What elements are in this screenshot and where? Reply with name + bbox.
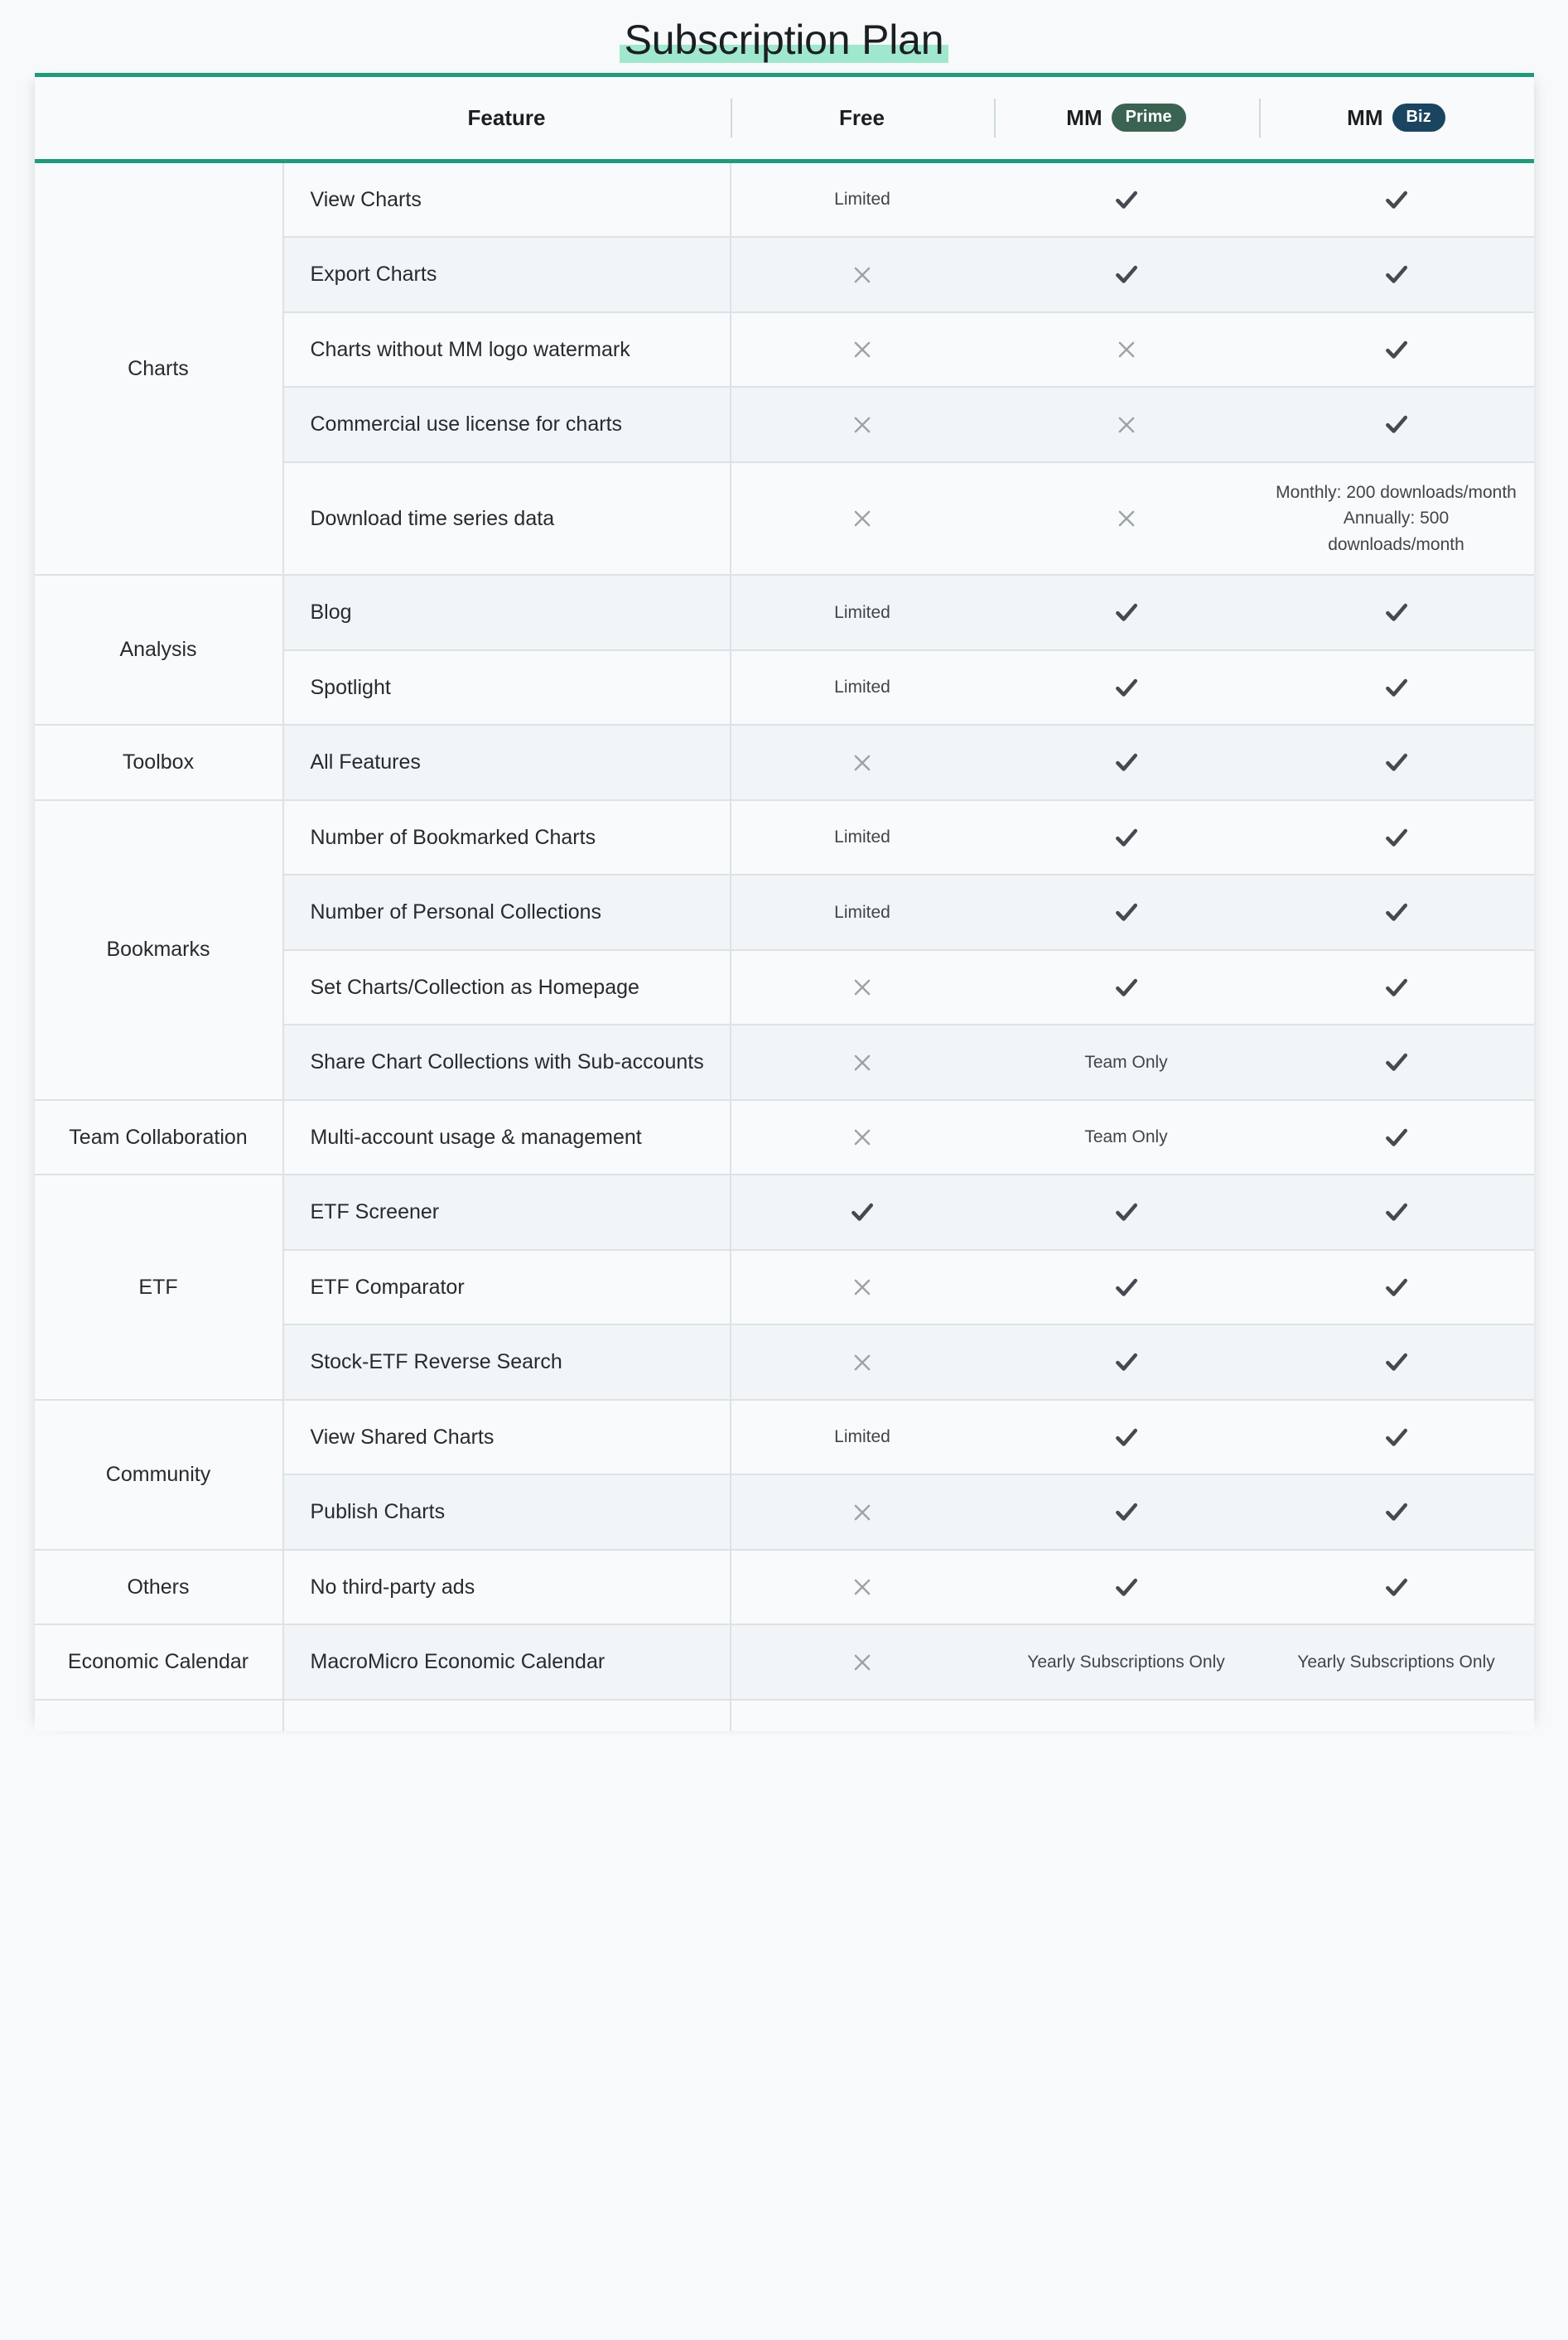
biz-plan-cell (1259, 1025, 1534, 1100)
biz-plan-cell (1259, 1324, 1534, 1400)
table-header (35, 77, 1534, 161)
feature-cell (283, 950, 731, 1025)
feature-label: MacroMicro Economic Calendar (310, 1650, 605, 1673)
feature-label: Number of Bookmarked Charts (310, 825, 596, 849)
prime-plan-cell (994, 800, 1259, 876)
biz-plan-cell (1259, 237, 1534, 312)
prime-plan-cell (994, 650, 1259, 726)
feature-label: Multi-account usage & management (310, 1125, 642, 1149)
check-icon (1382, 823, 1411, 852)
biz-plan-cell (1259, 1550, 1534, 1625)
free-plan-cell (731, 387, 994, 462)
cross-icon (850, 263, 875, 287)
feature-cell (283, 1025, 731, 1100)
feature-cell (283, 1700, 731, 1731)
biz-plan-cell (1259, 161, 1534, 237)
cross-icon (1114, 506, 1139, 531)
table-body (35, 161, 1534, 1731)
category-cell (35, 1624, 283, 1700)
check-icon (1382, 1498, 1411, 1526)
biz-plan-cell (1259, 650, 1534, 726)
feature-label: View Charts (310, 187, 422, 211)
column-header-free: Free (731, 77, 994, 161)
check-icon (1382, 1348, 1411, 1376)
prime-plan-cell (994, 1700, 1259, 1731)
feature-label: Number of Personal Collections (310, 900, 602, 924)
prime-plan-cell (994, 575, 1259, 650)
biz-badge: Biz (1392, 104, 1445, 132)
feature-label: View Shared Charts (310, 1425, 495, 1449)
prime-plan-cell (994, 1175, 1259, 1250)
check-icon (1112, 1273, 1141, 1301)
subscription-plan-table-container (35, 73, 1534, 1731)
category-label: Analysis (119, 638, 197, 662)
feature-label: No third-party ads (310, 1575, 475, 1599)
feature-cell (283, 1100, 731, 1175)
table-row-partial (35, 1700, 1534, 1731)
prime-plan-cell (994, 1474, 1259, 1550)
biz-plan-cell (1259, 950, 1534, 1025)
check-icon (1382, 1123, 1411, 1151)
free-plan-cell (731, 1474, 994, 1550)
free-plan-cell (731, 1700, 994, 1731)
feature-cell (283, 387, 731, 462)
cross-icon (850, 337, 875, 362)
biz-plan-cell (1259, 1175, 1534, 1250)
cross-icon (850, 1050, 875, 1075)
prime-badge: Prime (1112, 104, 1186, 132)
cross-icon (850, 1275, 875, 1300)
feature-cell (283, 800, 731, 876)
biz-plan-cell (1259, 800, 1534, 876)
category-label: Charts (128, 356, 189, 380)
check-icon (1112, 1573, 1141, 1601)
column-header-biz (1259, 77, 1534, 161)
biz-value: Monthly: 200 downloads/month Annually: 500 downloads/month (1276, 482, 1517, 554)
feature-label: Set Charts/Collection as Homepage (310, 975, 639, 999)
check-icon (1112, 1498, 1141, 1526)
table-row (35, 575, 1534, 650)
free-value: Limited (834, 902, 890, 922)
feature-label: ETF Comparator (310, 1275, 465, 1299)
feature-cell (283, 1400, 731, 1475)
check-icon (1112, 973, 1141, 1001)
free-value: Limited (834, 1427, 890, 1446)
category-cell (35, 800, 283, 1100)
check-icon (1382, 260, 1411, 288)
prime-label: MM (1066, 104, 1102, 130)
cross-icon (850, 413, 875, 437)
check-icon (1112, 823, 1141, 852)
check-icon (1382, 186, 1411, 214)
check-icon (1382, 598, 1411, 626)
prime-plan-cell (994, 387, 1259, 462)
check-icon (1112, 186, 1141, 214)
feature-label: Commercial use license for charts (310, 413, 623, 436)
biz-plan-cell (1259, 387, 1534, 462)
free-value: Limited (834, 678, 890, 697)
free-plan-cell (731, 1624, 994, 1700)
check-icon (1112, 898, 1141, 926)
free-plan-cell (731, 1100, 994, 1175)
free-plan-cell (731, 725, 994, 800)
prime-value: Yearly Subscriptions Only (1027, 1652, 1225, 1672)
prime-plan-cell (994, 161, 1259, 237)
feature-label: Download time series data (310, 506, 555, 530)
page-header (0, 0, 1568, 73)
check-icon (1382, 1048, 1411, 1076)
cross-icon (850, 1500, 875, 1525)
category-label: Economic Calendar (67, 1650, 249, 1673)
feature-label: ETF Screener (310, 1200, 440, 1223)
category-label: Community (105, 1462, 211, 1486)
cross-icon (1114, 413, 1139, 437)
free-plan-cell (731, 1400, 994, 1475)
free-value: Limited (834, 827, 890, 847)
prime-plan-cell (994, 950, 1259, 1025)
cross-icon (850, 1350, 875, 1375)
check-icon (1112, 260, 1141, 288)
table-row (35, 1400, 1534, 1475)
biz-plan-cell (1259, 1250, 1534, 1325)
feature-cell (283, 237, 731, 312)
cross-icon (850, 1125, 875, 1150)
feature-cell (283, 650, 731, 726)
free-plan-cell (731, 1250, 994, 1325)
category-cell (35, 725, 283, 800)
check-icon (1382, 973, 1411, 1001)
free-plan-cell (731, 462, 994, 576)
feature-cell (283, 312, 731, 388)
category-label: Team Collaboration (69, 1125, 248, 1149)
column-header-prime (994, 77, 1259, 161)
feature-label: Export Charts (310, 263, 437, 286)
feature-cell (283, 1624, 731, 1700)
feature-cell (283, 575, 731, 650)
table-header-row (35, 77, 1534, 161)
table-row (35, 1550, 1534, 1625)
category-cell (35, 1700, 283, 1731)
column-header-category (35, 77, 283, 161)
prime-plan-cell (994, 1324, 1259, 1400)
feature-label: Spotlight (310, 675, 391, 699)
cross-icon (1114, 337, 1139, 362)
table-row (35, 725, 1534, 800)
cross-icon (850, 506, 875, 531)
biz-plan-cell (1259, 1700, 1534, 1731)
free-plan-cell (731, 1025, 994, 1100)
check-icon (848, 1198, 876, 1226)
free-plan-cell (731, 161, 994, 237)
free-plan-cell (731, 800, 994, 876)
free-value: Limited (834, 602, 890, 622)
prime-value: Team Only (1084, 1052, 1168, 1072)
prime-plan-cell (994, 875, 1259, 950)
prime-plan-cell (994, 1250, 1259, 1325)
category-label: Bookmarks (106, 938, 210, 962)
free-plan-cell (731, 575, 994, 650)
free-plan-cell (731, 950, 994, 1025)
cross-icon (850, 1650, 875, 1675)
free-plan-cell (731, 1550, 994, 1625)
prime-value: Team Only (1084, 1127, 1168, 1146)
biz-plan-cell (1259, 1100, 1534, 1175)
feature-label: Publish Charts (310, 1500, 446, 1523)
cross-icon (850, 750, 875, 775)
feature-cell (283, 1324, 731, 1400)
check-icon (1382, 1423, 1411, 1451)
feature-cell (283, 875, 731, 950)
table-row (35, 1624, 1534, 1700)
check-icon (1382, 335, 1411, 364)
biz-label: MM (1347, 104, 1383, 130)
prime-plan-cell (994, 1624, 1259, 1700)
feature-cell (283, 161, 731, 237)
table-row (35, 1175, 1534, 1250)
category-cell (35, 1550, 283, 1625)
prime-plan-cell (994, 237, 1259, 312)
table-row (35, 800, 1534, 876)
biz-plan-cell (1259, 1474, 1534, 1550)
biz-plan-cell (1259, 462, 1534, 576)
category-label: ETF (138, 1275, 178, 1299)
check-icon (1112, 598, 1141, 626)
check-icon (1382, 1273, 1411, 1301)
feature-cell (283, 725, 731, 800)
biz-plan-cell (1259, 1400, 1534, 1475)
prime-plan-cell (994, 725, 1259, 800)
page-title-text: Subscription Plan (624, 17, 944, 63)
cross-icon (850, 975, 875, 1000)
free-plan-cell (731, 1324, 994, 1400)
free-value: Limited (834, 190, 890, 209)
check-icon (1112, 1198, 1141, 1226)
biz-plan-cell (1259, 1624, 1534, 1700)
check-icon (1112, 748, 1141, 776)
feature-cell (283, 462, 731, 576)
check-icon (1382, 673, 1411, 702)
biz-value: Yearly Subscriptions Only (1297, 1652, 1495, 1672)
column-header-feature: Feature (283, 77, 731, 161)
check-icon (1382, 410, 1411, 438)
prime-plan-cell (994, 312, 1259, 388)
biz-plan-cell (1259, 725, 1534, 800)
check-icon (1382, 898, 1411, 926)
prime-plan-cell (994, 1400, 1259, 1475)
category-cell (35, 1400, 283, 1550)
category-cell (35, 1175, 283, 1400)
feature-cell (283, 1550, 731, 1625)
category-cell (35, 161, 283, 575)
check-icon (1112, 1423, 1141, 1451)
cross-icon (850, 1575, 875, 1599)
check-icon (1382, 1573, 1411, 1601)
category-cell (35, 575, 283, 725)
feature-cell (283, 1474, 731, 1550)
free-plan-cell (731, 312, 994, 388)
feature-label: Share Chart Collections with Sub-accounts (310, 1050, 704, 1074)
table-row (35, 161, 1534, 237)
prime-plan-cell (994, 1550, 1259, 1625)
prime-plan-cell (994, 462, 1259, 576)
category-label: Others (127, 1575, 190, 1599)
check-icon (1382, 1198, 1411, 1226)
feature-cell (283, 1175, 731, 1250)
check-icon (1112, 1348, 1141, 1376)
prime-plan-cell (994, 1100, 1259, 1175)
feature-cell (283, 1250, 731, 1325)
table-row (35, 1100, 1534, 1175)
free-plan-cell (731, 650, 994, 726)
category-label: Toolbox (122, 750, 195, 774)
prime-plan-cell (994, 1025, 1259, 1100)
category-cell (35, 1100, 283, 1175)
biz-plan-cell (1259, 312, 1534, 388)
free-plan-cell (731, 237, 994, 312)
feature-label: All Features (310, 750, 421, 774)
feature-label: Blog (310, 601, 352, 624)
free-plan-cell (731, 1175, 994, 1250)
biz-plan-cell (1259, 575, 1534, 650)
page-title (620, 15, 949, 65)
feature-label: Stock-ETF Reverse Search (310, 1350, 562, 1373)
subscription-plan-table (35, 77, 1534, 1731)
check-icon (1112, 673, 1141, 702)
feature-label: Charts without MM logo watermark (310, 337, 630, 361)
free-plan-cell (731, 875, 994, 950)
check-icon (1382, 748, 1411, 776)
biz-plan-cell (1259, 875, 1534, 950)
